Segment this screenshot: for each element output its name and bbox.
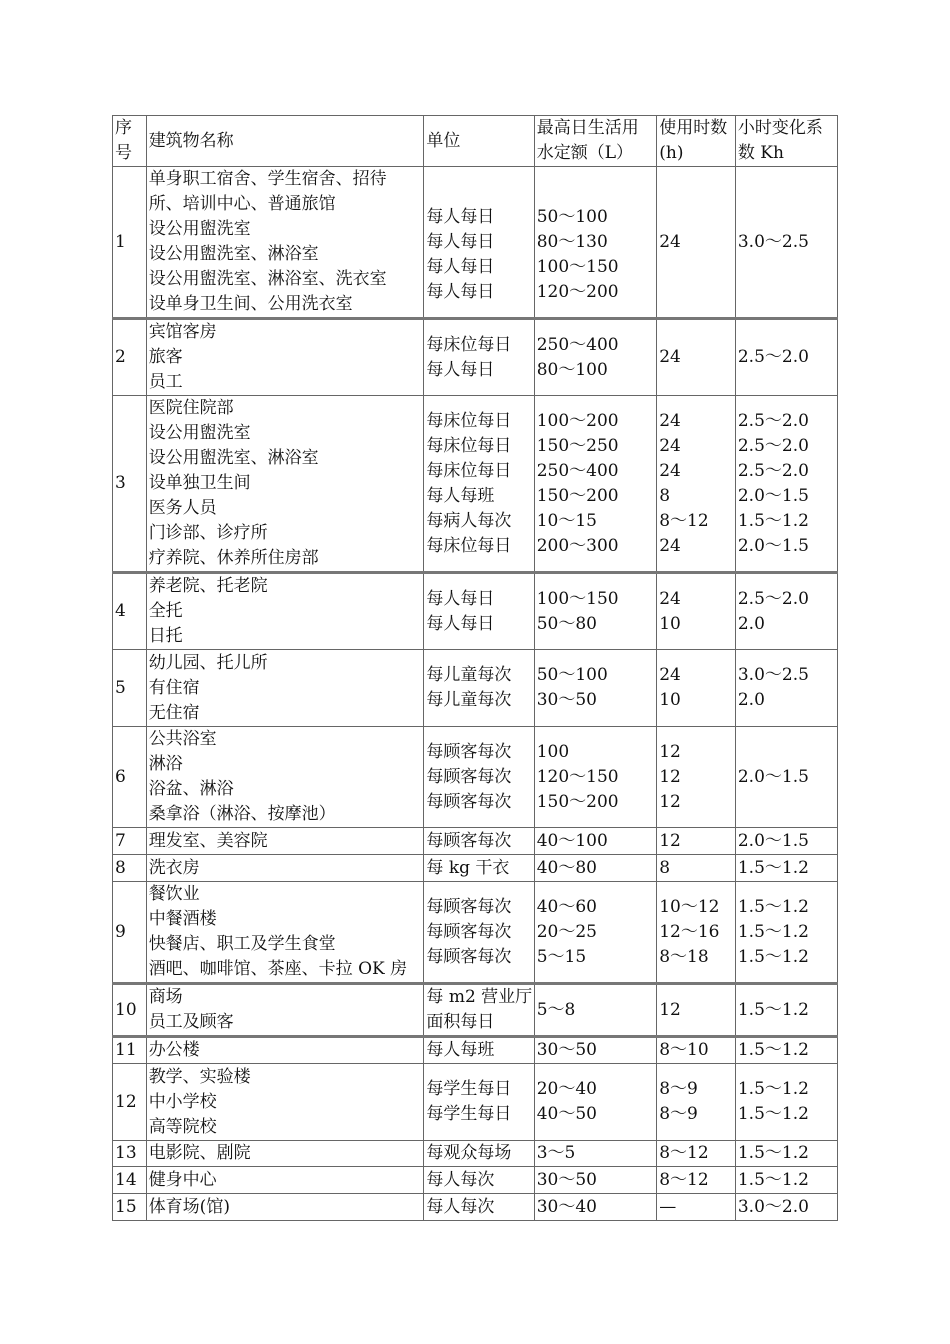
header-coef: 小时变化系 数 Kh xyxy=(735,116,837,167)
row-num: 6 xyxy=(113,727,147,828)
table-row xyxy=(113,984,838,1037)
header-num: 序 号 xyxy=(113,116,147,167)
row-name: 电影院、剧院 xyxy=(146,1141,424,1167)
row-name: 公共浴室 淋浴 浴盆、淋浴 桑拿浴（淋浴、按摩池） xyxy=(146,727,424,828)
row-unit: 每 m2 营业厅 面积每日 xyxy=(424,984,534,1037)
row-hours: 24 10 xyxy=(657,573,736,650)
row-quota: 50～100 30～50 xyxy=(534,650,657,727)
table-row xyxy=(113,855,838,882)
row-name: 洗衣房 xyxy=(146,855,424,882)
row-name: 餐饮业 中餐酒楼 快餐店、职工及学生食堂 酒吧、咖啡馆、茶座、卡拉 OK 房 xyxy=(146,882,424,984)
row-unit: 每人每日 每人每日 xyxy=(424,573,534,650)
row-quota: 20～40 40～50 xyxy=(534,1064,657,1141)
table-row xyxy=(113,727,838,828)
row-name: 医院住院部 设公用盥洗室 设公用盥洗室、淋浴室 设单独卫生间 医务人员 门诊部、诊疗所 疗养院、休养所住房部 xyxy=(146,396,424,573)
table-row xyxy=(113,1064,838,1141)
row-hours: 12 12 12 xyxy=(657,727,736,828)
row-hours: — xyxy=(657,1194,736,1221)
row-hours: 24 24 24 8 8～12 24 xyxy=(657,396,736,573)
row-quota: 30～40 xyxy=(534,1194,657,1221)
row-quota: 40～60 20～25 5～15 xyxy=(534,882,657,984)
header-quota: 最高日生活用 水定额（L） xyxy=(534,116,657,167)
row-quota: 3～5 xyxy=(534,1141,657,1167)
header-hours: 使用时数 (h) xyxy=(657,116,736,167)
table-row xyxy=(113,319,838,396)
table-row xyxy=(113,1194,838,1221)
row-name: 宾馆客房 旅客 员工 xyxy=(146,319,424,396)
row-quota: 100 120～150 150～200 xyxy=(534,727,657,828)
row-num: 1 xyxy=(113,167,147,319)
row-name: 理发室、美容院 xyxy=(146,828,424,855)
row-coef: 3.0～2.5 xyxy=(735,167,837,319)
row-hours: 24 xyxy=(657,319,736,396)
table-row xyxy=(113,650,838,727)
table-row xyxy=(113,882,838,984)
row-num: 9 xyxy=(113,882,147,984)
row-num: 8 xyxy=(113,855,147,882)
row-num: 13 xyxy=(113,1141,147,1167)
row-unit: 每学生每日 每学生每日 xyxy=(424,1064,534,1141)
row-coef: 2.5～2.0 xyxy=(735,319,837,396)
row-hours: 8 xyxy=(657,855,736,882)
row-unit: 每儿童每次 每儿童每次 xyxy=(424,650,534,727)
row-num: 2 xyxy=(113,319,147,396)
row-unit: 每人每日 每人每日 每人每日 每人每日 xyxy=(424,167,534,319)
row-unit: 每顾客每次 xyxy=(424,828,534,855)
row-coef: 1.5～1.2 1.5～1.2 1.5～1.2 xyxy=(735,882,837,984)
row-num: 11 xyxy=(113,1037,147,1064)
row-name: 养老院、托老院 全托 日托 xyxy=(146,573,424,650)
row-hours: 12 xyxy=(657,984,736,1037)
header-unit: 单位 xyxy=(424,116,534,167)
row-hours: 24 xyxy=(657,167,736,319)
table-row xyxy=(113,1037,838,1064)
row-unit: 每顾客每次 每顾客每次 每顾客每次 xyxy=(424,727,534,828)
row-num: 15 xyxy=(113,1194,147,1221)
row-quota: 100～150 50～80 xyxy=(534,573,657,650)
row-quota: 30～50 xyxy=(534,1167,657,1194)
row-hours: 8～10 xyxy=(657,1037,736,1064)
row-name: 教学、实验楼 中小学校 高等院校 xyxy=(146,1064,424,1141)
row-quota: 40～80 xyxy=(534,855,657,882)
row-unit: 每床位每日 每床位每日 每床位每日 每人每班 每病人每次 每床位每日 xyxy=(424,396,534,573)
row-quota: 30～50 xyxy=(534,1037,657,1064)
row-name: 商场 员工及顾客 xyxy=(146,984,424,1037)
row-coef: 1.5～1.2 1.5～1.2 xyxy=(735,1064,837,1141)
table-row xyxy=(113,573,838,650)
row-hours: 8～12 xyxy=(657,1141,736,1167)
row-quota: 5～8 xyxy=(534,984,657,1037)
table-row xyxy=(113,828,838,855)
row-unit: 每 kg 干衣 xyxy=(424,855,534,882)
row-unit: 每人每次 xyxy=(424,1194,534,1221)
row-coef: 1.5～1.2 xyxy=(735,855,837,882)
row-quota: 100～200 150～250 250～400 150～200 10～15 200～300 xyxy=(534,396,657,573)
row-name: 健身中心 xyxy=(146,1167,424,1194)
table-row xyxy=(113,1167,838,1194)
table-row xyxy=(113,1141,838,1167)
water-quota-table xyxy=(112,115,838,1221)
row-coef: 1.5～1.2 xyxy=(735,984,837,1037)
row-coef: 2.5～2.0 2.5～2.0 2.5～2.0 2.0～1.5 1.5～1.2 2.0～1.5 xyxy=(735,396,837,573)
row-coef: 2.0～1.5 xyxy=(735,828,837,855)
row-unit: 每人每次 xyxy=(424,1167,534,1194)
row-unit: 每人每班 xyxy=(424,1037,534,1064)
row-hours: 24 10 xyxy=(657,650,736,727)
row-coef: 1.5～1.2 xyxy=(735,1141,837,1167)
row-name: 幼儿园、托儿所 有住宿 无住宿 xyxy=(146,650,424,727)
table-row xyxy=(113,167,838,319)
row-coef: 1.5～1.2 xyxy=(735,1167,837,1194)
row-unit: 每顾客每次 每顾客每次 每顾客每次 xyxy=(424,882,534,984)
row-num: 4 xyxy=(113,573,147,650)
row-coef: 3.0～2.0 xyxy=(735,1194,837,1221)
row-unit: 每观众每场 xyxy=(424,1141,534,1167)
row-num: 7 xyxy=(113,828,147,855)
row-num: 10 xyxy=(113,984,147,1037)
row-name: 单身职工宿舍、学生宿舍、招待 所、培训中心、普通旅馆 设公用盥洗室 设公用盥洗室、淋浴室 设公用盥洗室、淋浴室、洗衣室 设单身卫生间、公用洗衣室 xyxy=(146,167,424,319)
row-coef: 2.5～2.0 2.0 xyxy=(735,573,837,650)
row-hours: 8～12 xyxy=(657,1167,736,1194)
row-num: 5 xyxy=(113,650,147,727)
row-hours: 8～9 8～9 xyxy=(657,1064,736,1141)
header-row xyxy=(113,116,838,167)
table-row xyxy=(113,396,838,573)
row-quota: 50～100 80～130 100～150 120～200 xyxy=(534,167,657,319)
row-unit: 每床位每日 每人每日 xyxy=(424,319,534,396)
row-num: 3 xyxy=(113,396,147,573)
row-quota: 250～400 80～100 xyxy=(534,319,657,396)
row-quota: 40～100 xyxy=(534,828,657,855)
row-name: 体育场(馆) xyxy=(146,1194,424,1221)
row-num: 12 xyxy=(113,1064,147,1141)
row-coef: 1.5～1.2 xyxy=(735,1037,837,1064)
row-hours: 10～12 12～16 8～18 xyxy=(657,882,736,984)
row-coef: 2.0～1.5 xyxy=(735,727,837,828)
header-name: 建筑物名称 xyxy=(146,116,424,167)
row-name: 办公楼 xyxy=(146,1037,424,1064)
row-hours: 12 xyxy=(657,828,736,855)
row-num: 14 xyxy=(113,1167,147,1194)
row-coef: 3.0～2.5 2.0 xyxy=(735,650,837,727)
